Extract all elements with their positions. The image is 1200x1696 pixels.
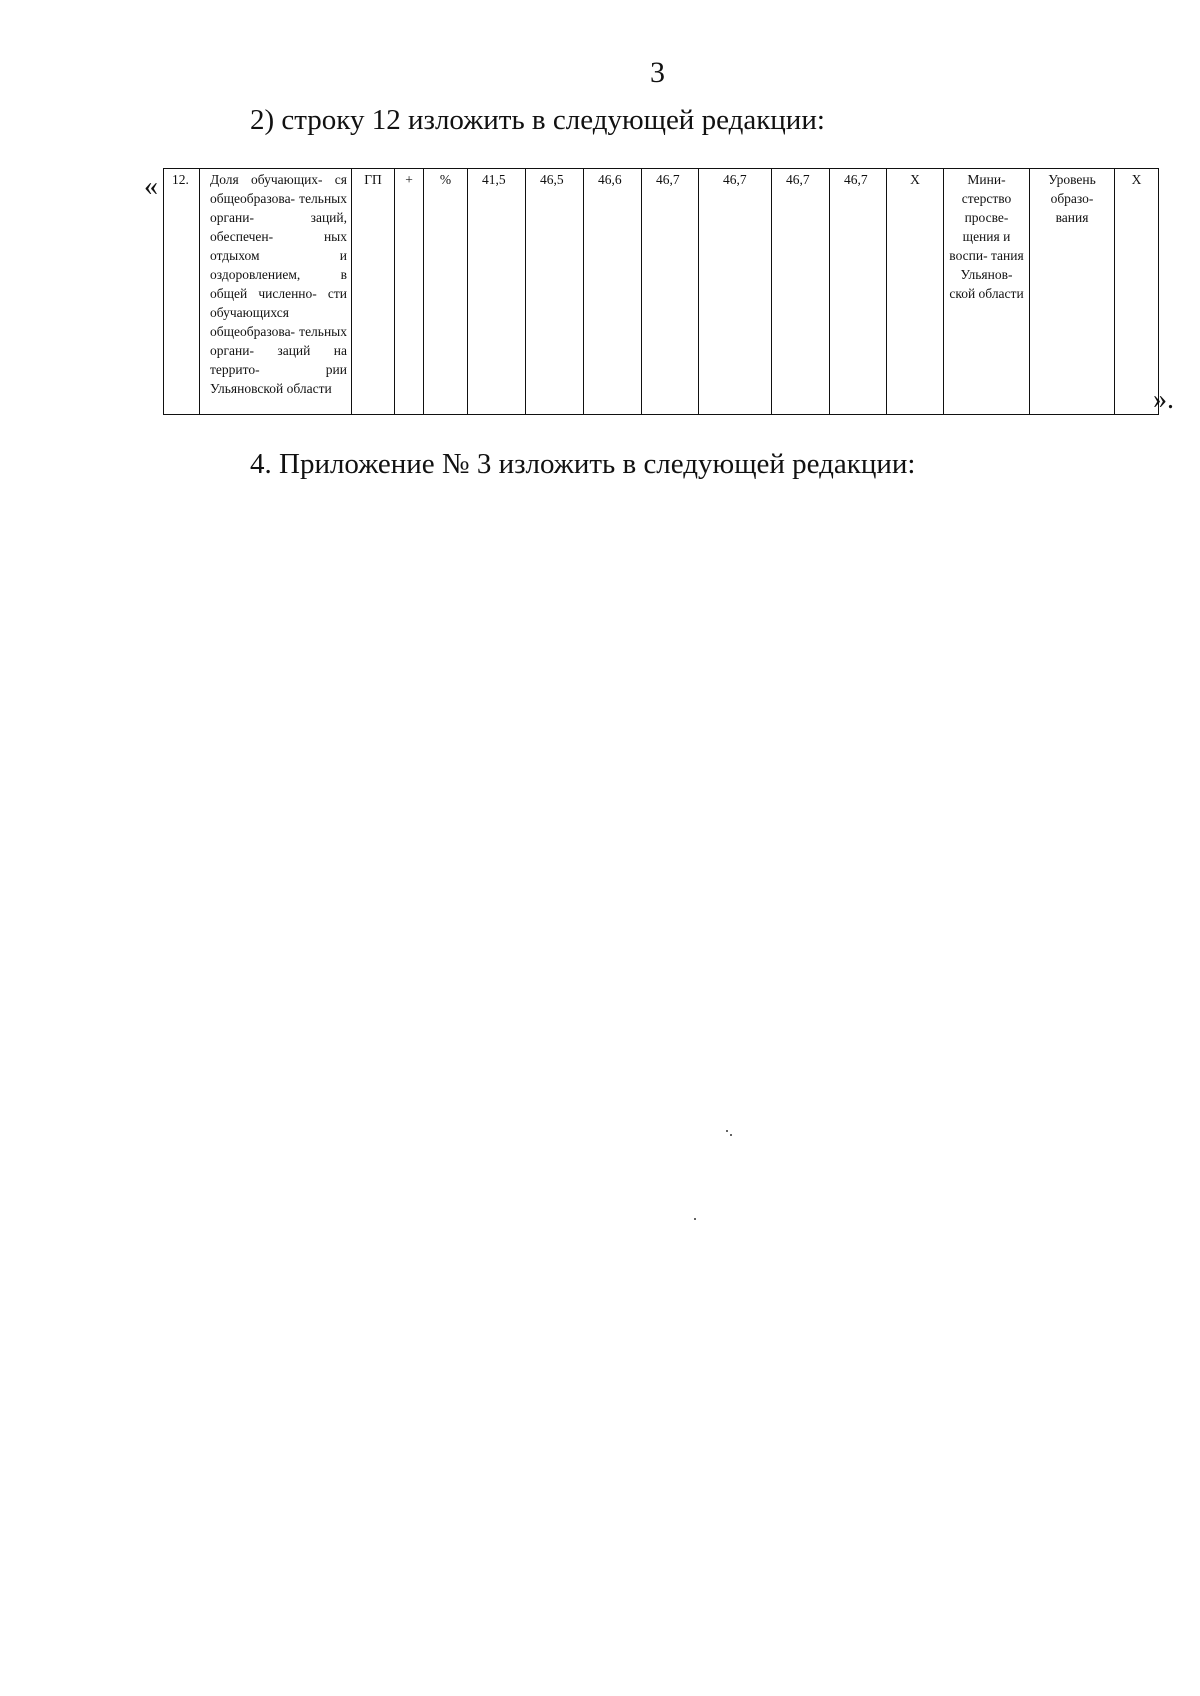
closing-quote: ». [1153, 384, 1174, 415]
row-number-cell: 12. [164, 169, 200, 415]
scan-speck [726, 1130, 728, 1132]
table-row [164, 169, 1159, 415]
value-cell: 46,7 [830, 169, 887, 415]
value-cell: 46,7 [772, 169, 830, 415]
unit-cell: % [424, 169, 468, 415]
indicator-description-cell: Доля обучающих- ся общеобразова- тельных органи- заций, обеспечен- ных отдыхом и оздоровлением, в общей численно- сти обучающихся общеобразова- тельных органи- заций на террито- рии Ульяновской области [200, 169, 352, 415]
value-cell: 46,5 [526, 169, 584, 415]
type-cell: ГП [352, 169, 395, 415]
value-cell: 46,6 [584, 169, 642, 415]
sign-cell: + [395, 169, 424, 415]
page-number: 3 [650, 56, 665, 89]
instruction-row-12: 2) строку 12 изложить в следующей редакции: [250, 104, 825, 136]
responsible-body-cell: Мини- стерство просве- щения и воспи- тания Ульянов- ской области [944, 169, 1030, 415]
value-cell: 46,7 [699, 169, 772, 415]
value-cell: 46,7 [642, 169, 699, 415]
indicator-table [163, 168, 1159, 415]
mark-cell: Х [887, 169, 944, 415]
last-mark-cell: Х [1115, 169, 1159, 415]
value-cell: 41,5 [468, 169, 526, 415]
opening-quote: « [144, 171, 158, 202]
level-cell: Уровень образо- вания [1030, 169, 1115, 415]
scan-speck [730, 1134, 732, 1136]
scan-speck [694, 1218, 696, 1220]
instruction-appendix-3: 4. Приложение № 3 изложить в следующей редакции: [250, 448, 916, 480]
